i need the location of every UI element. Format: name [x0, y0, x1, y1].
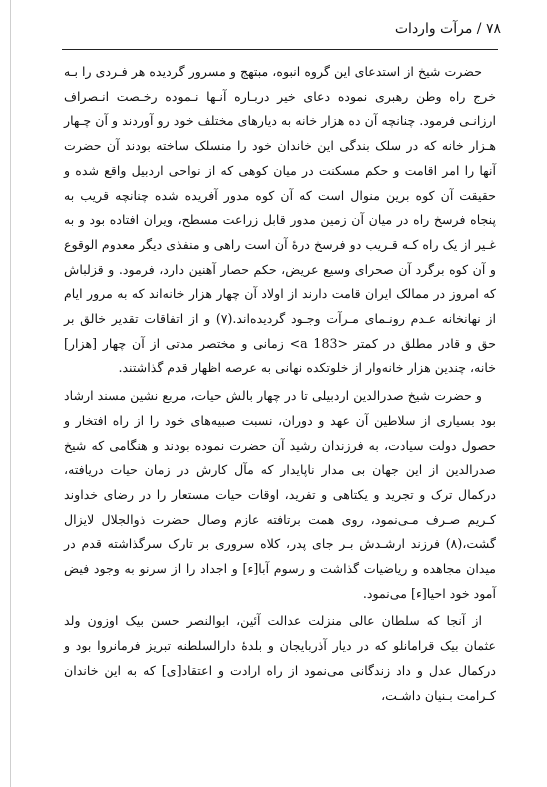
- paragraph: و حضرت شیخ صدرالدین اردبیلی تا در چهار بالش حیات، مربع نشین مسند ارشاد بود بسیاری از سلاطین آن عهد و دوران، نسبت صبیه‌های خود را از راه افتخار و حصول دولت سیادت، به فرزندان رشید آن حضرت نموده بودند و هنگامی که شیخ صدرالدین از این جهان بی مدار ناپایدار که مآل کارش در زمان حیات دریافته، درکمال ترک و تجرید و یکتاهی و تفرید، اوقات حیات مستعار را در رضای خداوند کـریم صـرف مـی‌نمود، روی همت برتافته عازم وصال حضرت ذوالجلال لایزال گشت،(۸) فرزند ارشـدش بـر جای پدر، کلاه سروری بر تارک سرگذاشته قدم در میدان مجاهده و ریاضیات گذاشت و رسوم آبا[ء] و اجداد را از سرنو به وجود فیض آمود خود احیا[ء] می‌نمود.: [64, 388, 496, 601]
- header-rule: [62, 49, 498, 50]
- paragraph: از آنجا که سلطان عالی منزلت عدالت آئین، ابوالنصر حسن بیک اوزون ولد عثمان بیک قرامانلو که در دیار آذربایجان و بلدهٔ دارالسلطنه تبریز فرمانروا بود و درکمال عدل و داد زندگانی می‌نمود از راه ارادت و اعتقاد[ی] که به این خاندان کـرامت بـنیان داشـت،: [64, 613, 496, 703]
- body-text: [64, 60, 496, 711]
- page-edge-line: [10, 0, 11, 787]
- folio: ۷۸ / مرآت واردات: [394, 21, 501, 37]
- running-header: [46, 14, 501, 44]
- paragraph: حضرت شیخ از استدعای این گروه انبوه، مبتهج و مسرور گردیده هر فـردی را بـه خرج راه وطن رهبری نموده دعای خیر دربـاره آنـها نـموده رخـصت انـصراف ارزانـی فرمود. چنانچه آن ده هزار خانه به دیارهای مختلف خود رو آوردند و آن چـهار هـزار خانه که در سلک بندگی این خاندان خود را منسلک ساخته بودند آن حضرت آنها را امر اقامت و حکم مسکنت در میان کوهی که از نواحی اردبیل واقع شده و حقیقت آن کوه برین منوال است که آن کوه مدور آفریده شده چنانچه قریب به پنجاه فرسخ راه در میان آن زمین مدور قابل زراعت مسطح، ویران افتاده بود و به غـیر از یک راه کـه قـریب دو فرسخ درهٔ آن است راهی و منفذی دیگر معدوم الوقوع و آن کوه برگرد آن صحرای وسیع عریض، حکم حصار آهنین دارد، فرمود. و قزلباش که امروز در ممالک ایران قامت دارند از اولاد آن چهار هزار خانه‌اند که به مرور ایام از نهانخانه عـدم رونـمای مـرآت وجـود گردیده‌اند.(۷) و از اتفاقات تقدیر خالق بر حق و قادر مطلق در کمتر <a 183> زمانی و مختصر مدتی از آن چهار [هزار] خانه، چندین هزار خانه‌وار از خلوتکده نهانی به عرصه اظهار قدم گذاشتند.: [64, 64, 496, 376]
